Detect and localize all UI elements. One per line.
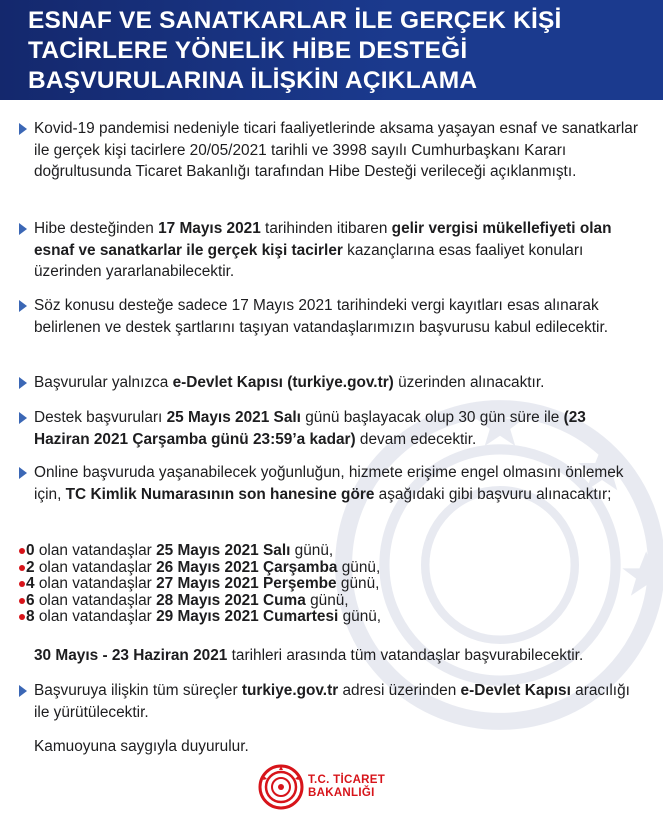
paragraph-tax-records: Söz konusu desteğe sadece 17 Mayıs 2021 tarihindeki vergi kayıtları esas alınarak belirlenen ve destek şartlarını taşıyan vatandaşlarımızın başvurusu kabul edilecektir. xyxy=(34,295,644,338)
closing-line: Kamuoyuna saygıyla duyurulur. xyxy=(34,738,249,755)
paragraph-application-dates: Destek başvuruları 25 Mayıs 2021 Salı günü başlayacak olup 30 gün süre ile (23 Haziran 2021 Çarşamba günü 23:59’a kadar) devam edecektir. xyxy=(34,407,644,450)
schedule-item: 6 olan vatandaşlar 28 Mayıs 2021 Cuma günü, xyxy=(26,593,636,610)
arrow-bullet-icon xyxy=(19,377,27,389)
ministry-name xyxy=(308,774,385,800)
paragraph-online-schedule-intro: Online başvuruda yaşanabilecek yoğunluğun, hizmete erişime engel olmasını önlemek için, TC Kimlik Numarasının son hanesine göre aşağıdaki gibi başvuru alınacaktır; xyxy=(34,462,644,505)
paragraph-application-channel: Başvurular yalnızca e-Devlet Kapısı (turkiye.gov.tr) üzerinden alınacaktır. xyxy=(34,372,644,394)
arrow-bullet-icon xyxy=(19,123,27,135)
red-dot-icon xyxy=(19,581,25,587)
header-banner xyxy=(0,0,663,100)
arrow-bullet-icon xyxy=(19,685,27,697)
red-dot-icon xyxy=(19,548,25,554)
ministry-logo xyxy=(258,764,418,812)
paragraph-intro: Kovid-19 pandemisi nedeniyle ticari faaliyetlerinde aksama yaşayan esnaf ve sanatkarlar ile gerçek kişi tacirlere 20/05/2021 tarihli ve 3998 sayılı Cumhurbaşkanı Kararı doğrultusunda Ticaret Bakanlığı tarafından Hibe Desteği verileceği açıklanmıştı. xyxy=(34,118,644,183)
arrow-bullet-icon xyxy=(19,300,27,312)
red-dot-icon xyxy=(19,565,25,571)
range-note: 30 Mayıs - 23 Haziran 2021 tarihleri arasında tüm vatandaşlar başvurabilecektir. xyxy=(34,647,584,664)
schedule-item: 8 olan vatandaşlar 29 Mayıs 2021 Cumartesi günü, xyxy=(26,609,636,626)
page-title: ESNAF VE SANATKARLAR İLE GERÇEK KİŞİ TACİRLERE YÖNELİK HİBE DESTEĞİ BAŞVURULARINA İLİŞKİN AÇIKLAMA xyxy=(28,7,562,94)
schedule-item: 2 olan vatandaşlar 26 Mayıs 2021 Çarşamba günü, xyxy=(26,560,636,577)
red-dot-icon xyxy=(19,598,25,604)
ministry-name-line-1: T.C. TİCARET xyxy=(308,774,386,786)
arrow-bullet-icon xyxy=(19,467,27,479)
ministry-name-line-2: BAKANLIĞI xyxy=(308,787,375,799)
red-dot-icon xyxy=(19,614,25,620)
schedule-item: 0 olan vatandaşlar 25 Mayıs 2021 Salı günü, xyxy=(26,543,636,560)
arrow-bullet-icon xyxy=(19,412,27,424)
paragraph-eligibility: Hibe desteğinden 17 Mayıs 2021 tarihinden itibaren gelir vergisi mükellefiyeti olan esnaf ve sanatkarlar ile gerçek kişi tacirler kazançlarına esas faaliyet konuları üzerinden yararlanabilecektir. xyxy=(34,218,644,283)
ministry-emblem-icon xyxy=(258,764,304,810)
schedule-item: 4 olan vatandaşlar 27 Mayıs 2021 Perşembe günü, xyxy=(26,576,636,593)
arrow-bullet-icon xyxy=(19,223,27,235)
paragraph-process: Başvuruya ilişkin tüm süreçler turkiye.gov.tr adresi üzerinden e-Devlet Kapısı aracılığı ile yürütülecektir. xyxy=(34,680,644,723)
